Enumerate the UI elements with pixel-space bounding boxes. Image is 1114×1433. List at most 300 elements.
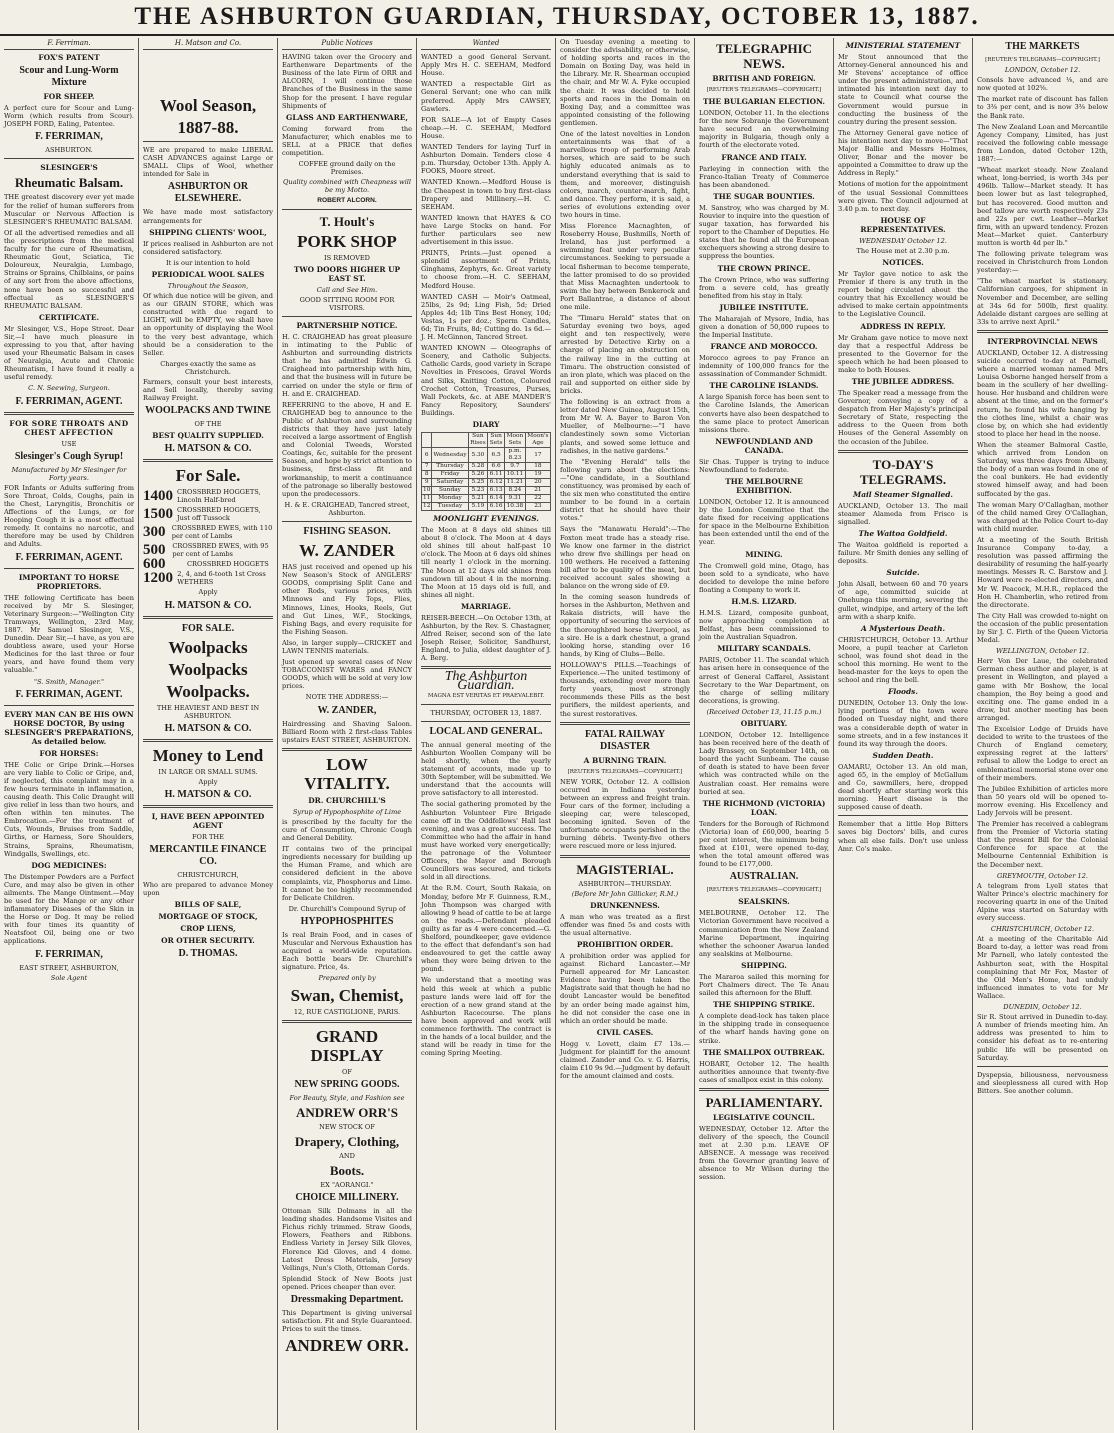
article-text: CHRISTCHURCH, October 13. Arthur Moore, a pupil teacher at Carleton school, was found shot dead in the school this morning. He went to the head-master for the keys to open the school and ring the bell. <box>838 635 968 685</box>
divider <box>143 459 273 462</box>
ad-text: AND <box>339 1151 355 1160</box>
ad-subhead: CERTIFICATE. <box>38 312 100 322</box>
article-text: DUNEDIN, October 13. Only the low-lying portions of the town were flooded on Tuesday night, and there was a considerable depth of water in some streets, and in a few instances it found its way through the doors. <box>838 699 968 748</box>
divider <box>4 412 134 415</box>
article-subhead: THE CAROLINE ISLANDS. <box>709 381 819 391</box>
article-subhead: NEWFOUNDLAND AND CANADA. <box>715 436 813 455</box>
diary-header-cell: Moon Sets <box>505 433 526 448</box>
diary-cell: 5.23 <box>468 487 488 495</box>
ad-text: is prescribed by the faculty for the cure of Consumption, Chronic Cough and General Debility. <box>282 817 412 843</box>
diary-cell: 19 <box>525 471 550 479</box>
divider <box>421 721 551 722</box>
article-text: Remember that a little Hop Bitters saves big Doctors' bills, and cures when all else fails. Don't use unless Amr. Co's make. <box>838 820 968 853</box>
ad-subhead: FOR SHEEP. <box>43 92 95 102</box>
divider <box>699 1088 829 1091</box>
diary-header-cell <box>422 433 432 448</box>
ad-text: FOR Infants or Adults suffering from Sore Throat, Colds, Coughs, pain in the Chest, Laryngitis, Bronchitis or Affections of the Lungs, or for Hooping Cough it is a most effectual remedy. It contains no narcotic, and therefore may be used by Children and Adults. <box>4 483 134 549</box>
article-text: "Wheat market steady. New Zealand wheat, long-berried, is worth 34s per 496lb. Tallow—Market steady. It has been lower but as last telegraphed, but has recovered. Good mutton and beef tallow are worth respectively 23s and 22s per cwt. Leather—Market firm, with an upward tendency. Frozen Meat—Market quiet. Canterbury mutton is worth 4d per lb." <box>977 166 1108 247</box>
ad-text: Of which due notice will be given, and as our GRAIN STORE, which was constructed with due regard to LIGHT, will be EMPTY, we shall have an opportunity of displaying the Wool to the very best advantage, which should be a consideration to the Seller. <box>143 292 273 357</box>
diary-title: DIARY <box>472 420 500 430</box>
article-text: Mr Graham gave notice to move next day that a respectful Address be presented to the Governor for the speech which he had been pleased to make to both Houses. <box>838 333 968 374</box>
ad-subhead: EVERY MAN CAN BE HIS OWN HORSE DOCTOR, By using SLESINGER'S PREPARATIONS, As detailed below. <box>4 709 134 746</box>
agent-name: F. FERRIMAN, AGENT. <box>15 395 123 407</box>
diary-cell: 12 <box>423 503 431 510</box>
diary-cell: 9.31 <box>505 495 526 503</box>
diary-row <box>422 471 551 479</box>
article-text: "The wheat market is stationary. Californian cargoes, for shipment in November and December, are selling at 34s 6d for 500lb, first quality. Adelaide distant cargoes are selling at 33s to arrive next April." <box>977 277 1108 326</box>
article-subhead: THE RICHMOND (VICTORIA) LOAN. <box>702 798 826 817</box>
article-text: A large Spanish force has been sent to the Caroline Islands, the American converts have also been despatched to the same place to protect American missions there. <box>699 393 829 434</box>
diary-cell: 21 <box>525 487 550 495</box>
classified-ad: WANTED a good General Servant. Apply Mrs H. C. SEEHAM, Medford House. <box>421 53 551 78</box>
diary-cell: Saturday <box>432 479 468 487</box>
ad-text: A perfect cure for Scour and Lung-Worm (which results from Scour). JOSEPH FORD, Ealing, Patentee. <box>4 104 134 129</box>
diary-cell: 6.6 <box>488 463 505 471</box>
ad-subhead: IMPORTANT TO HORSE PROPRIETORS. <box>18 572 120 591</box>
article-text: REISER-BEECH.—On October 13th, at Ashburton, by the Rev. S. Chastagner, Alfred Reiser, second son of the late Joseph Reiser, Solicitor, Sandhurst, England, to Julia, eldest daughter of J. A. Berg. <box>421 613 551 663</box>
diary-cell: 5.28 <box>468 463 488 471</box>
ad-text: REFERRING to the above, H and E. CRAIGHEAD beg to announce to the Public of Ashburton and surrounding districts that they have just lately received a large assortment of English and Colonial Tweeds, Worsted Coatings, &c, suitable for the present Season, and hope by strict attention to business, first-class fit and workmanship, to merit a continuance of the patronage so liberally bestowed upon the predecessors. <box>282 400 412 498</box>
ad-text: EX "AORANGI." <box>320 1180 374 1189</box>
sheep-count: 600 <box>143 556 166 573</box>
ad-text: The Distemper Powders are a Perfect Cure, and may also be given in other ailments. The Mange Ointment.—May be used for the Mange or any other inflammatory Diseases of the Skin in the Horse or Dog. It may be relied with four times its quantity of Neatsfoot Oil, being one or two applications. <box>4 872 134 946</box>
firm-name: H. MATSON & CO. <box>164 722 252 734</box>
divider <box>282 521 412 522</box>
diary-cell: 5.25 <box>468 479 488 487</box>
article-subhead: THE SUGAR BOUNTIES. <box>713 191 815 201</box>
signature-text: ROBERT ALCORN. <box>317 196 377 204</box>
section-title: MAGISTERIAL. <box>576 861 674 877</box>
section-title: INTERPROVINCIAL NEWS <box>987 336 1098 346</box>
ad-text: IS REMOVED <box>324 253 370 262</box>
ad-subhead: WOOLPACKS AND TWINE <box>145 405 271 417</box>
column-8 <box>973 38 1112 1430</box>
ad-title: Woolpacks <box>168 637 248 657</box>
ad-text: Throughout the Season, <box>167 281 249 290</box>
article-text: The Waitoa goldfield is reported a failure. Mr Smith denies any selling of deposits. <box>838 540 968 566</box>
divider <box>282 316 412 317</box>
article-text: The following private telegram was received in Christchurch from London yesterday:— <box>977 250 1108 275</box>
article-dateline: CHRISTCHURCH, October 12. <box>990 925 1095 934</box>
ad-subhead: HYPOPHOSPHITES <box>300 915 394 927</box>
sheep-lot <box>143 506 273 522</box>
article-text: AUCKLAND, October 12. A distressing suicide occurred to-day at Parnell, where a married woman named Mrs Louisa Osborne hanged herself from a beam in the scullery of her dwelling-house. Her husband and children were absent at the time, and on the former's return, he found his wife hanging by the clothes line, whilst a chair was close by, on which she had evidently stood to place her head in the noose. <box>977 348 1108 438</box>
section-title: MARRIAGE. <box>461 601 511 611</box>
section-title: PARLIAMENTARY. <box>705 1094 823 1110</box>
ad-text: Coming forward from the Manufacturer, which enables me to SELL at a PRICE that defies competition. <box>282 124 412 158</box>
article-dateline: GREYMOUTH, October 12. <box>996 871 1089 880</box>
ad-subhead: ASHBURTON OR ELSEWHERE. <box>167 181 249 205</box>
ad-title: MERCANTILE FINANCE CO. <box>149 844 267 867</box>
ad-subhead: TWO DOORS HIGHER UP EAST ST. <box>293 264 401 283</box>
classified-ad: WANTED KNOWN — Oleographs of Scenery, and Catholic Subjects. Catholic Cards, good variety in Scrape Novelties in Frescoes, Gravel Words and Silks, Knitting Cotton, Coloured Crochet Cotton, Treasures, Purses, Wall Pockets, &c. at ABE MANDER'S Fancy Repository, Saunders' Buildings. <box>421 344 551 417</box>
ad-subhead: NEW SPRING GOODS. <box>294 1078 400 1090</box>
article-text: The New Zealand Loan and Mercantile Agency Company, Limited, has just received the following cable message from London, dated October 12th, 1887:— <box>977 122 1108 164</box>
article-dateline: WELLINGTON, October 12. <box>996 647 1089 656</box>
diary-cell: 9.7 <box>505 463 526 471</box>
agent-name: F. FERRIMAN, AGENT. <box>15 551 123 563</box>
article-text: One of the latest novelties in London entertainments was that of a marvellous troop of performing Arab horses, which are said to be such highly educated animals as to understand everything that is said to them, and moreover, distinguish colors, march, counter-march, fight, and dance. They perform, it is said, a series of evolutions extending over two hours in time. <box>560 130 690 219</box>
ad-subhead: FOR HORSES: <box>39 748 99 758</box>
firm-name: H. MATSON & CO. <box>164 599 252 611</box>
ad-title: LOW VITALITY. <box>304 754 390 793</box>
ad-text: 12, RUE CASTIGLIONE, PARIS. <box>293 1007 401 1016</box>
sheep-count: 1200 <box>143 570 173 587</box>
diary-cell: 10.38 <box>505 503 526 511</box>
diary-cell: 10.11 <box>505 471 526 479</box>
diary-cell: 22 <box>525 495 550 503</box>
article-subhead: SHIPPING. <box>741 960 787 970</box>
diary-cell: 6.13 <box>489 487 503 494</box>
article-text: Sir Chas. Tupper is trying to induce Newfoundland to federate. <box>699 457 829 474</box>
ad-subhead: PERIODICAL WOOL SALES <box>151 269 265 279</box>
section-subtitle: A BURNING TRAIN. <box>583 755 667 765</box>
divider <box>977 330 1108 333</box>
sheep-description: 2, 4, and 6-tooth 1st Cross WETHERS <box>177 570 266 587</box>
sheep-count: 1500 <box>143 506 173 523</box>
diary-row <box>422 479 551 487</box>
ad-text: Prepared only by <box>318 974 376 983</box>
ad-title: Wool Season, <box>159 96 257 116</box>
ad-text: IT contains two of the principal ingredients necessary for building up the Human Frame, and which are considered deficient in the above complaints, viz, Phosphorus and Lime. It cannot be too highly recommended for Delicate Children. <box>282 845 412 902</box>
diary-cell: 5.19 <box>468 503 488 511</box>
ad-text: Is real Brain Food, and in cases of Muscular and Nervous Exhaustion has acquired a world-wide reputation. Each bottle bears Dr. Churchill's signature. Price, 4s. <box>282 930 412 972</box>
diary-header-cell: Moon's Age <box>527 433 549 447</box>
article-subhead: SEALSKINS. <box>738 897 790 907</box>
ad-title: For Sale. <box>175 466 241 486</box>
ad-subhead: USE <box>61 439 77 448</box>
ad-text: HAVING taken over the Grocery and Earthenware Departments of the Business of the late Firm of ORR and ALCORN, I will continue those Branches of the Business in the same Shop for the present. I have regular Shipments of <box>282 53 412 110</box>
ad-text: Quality combined with Cheapness will be my Motto. <box>282 178 412 195</box>
diary-cell: 11.21 <box>505 479 526 487</box>
article-subhead: THE MELBOURNE EXHIBITION. <box>725 477 803 495</box>
article-text: The Attorney General gave notice of his intention next day to move—"That Major Ballie and Messrs Holmes, Oliver, Bonar and the mover be appointed a Committee to draw up the Address in Reply." <box>838 128 968 178</box>
sheep-lot <box>143 570 273 586</box>
ad-text: COFFEE ground daily on the Premises. <box>298 160 396 177</box>
agent-name: F. FERRIMAN, <box>35 948 103 960</box>
diary-cell: p.m. 8.23 <box>505 448 526 463</box>
diary-cell: 5.21 <box>468 495 488 503</box>
diary-body <box>422 448 551 511</box>
section-title: HOUSE OF REPRESENTATIVES. <box>860 215 946 234</box>
ad-subhead: FISHING SEASON. <box>303 526 391 538</box>
ad-text: Farmers, consult your best interests, and Sell locally, thereby saving Railway Freight. <box>143 377 273 403</box>
section-title: TO-DAY'S TELEGRAMS. <box>859 456 947 487</box>
column-header: Public Notices <box>282 38 412 50</box>
ad-title: Drapery, Clothing, <box>294 1133 400 1149</box>
sheep-description: CROSSBRED HOGGETS, Lincoln Half-bred <box>177 488 261 505</box>
ad-text: THE greatest discovery ever yet made for the relief of human sufferers from Muscular or Nervous Affection is SLESINGER'S RHEUMATIC BALSAM. <box>4 193 134 226</box>
ad-title: PORK SHOP <box>297 231 397 251</box>
classified-ad: WANTED known that HAYES & CO have Large Stocks on hand. For further particulars see new advertisement in this issue. <box>421 213 551 247</box>
ad-title: ANDREW ORR. <box>285 1336 409 1356</box>
article-subhead: NOTICES. <box>882 257 924 267</box>
article-text: At the R.M. Court, South Rakaia, on Monday, before Mr F. Guinness, R.M., John Thompson was charged with allowing 9 head of cattle to be at large on the roads.—Defendant pleaded guilty as far as 4 were concerned.—G. Shelford, poundkeeper, gave evidence to the effect that defendant's son had endeavoured to get the cattle away when they were being driven to the pound. <box>421 884 551 974</box>
section-title: AUSTRALIAN. <box>729 871 799 883</box>
sheep-description: CROSSBRED EWES, with 95 per cent of Lambs <box>172 542 269 559</box>
article-text: Dyspepsia, biliousness, nervousness and sleeplessness all cured with Hop Bitters. See another column. <box>977 1070 1108 1095</box>
ad-text: We have made most satisfactory arrangements for <box>143 208 273 225</box>
diary-header-cell: Sun Sets <box>488 433 505 448</box>
ad-subhead: Manufactured by Mr Slesinger for Forty years. <box>11 465 127 482</box>
diary-cell: 5.26 <box>468 471 488 479</box>
diary-cell: Wednesday <box>432 448 468 463</box>
column-grid <box>0 38 1114 1430</box>
divider <box>282 1020 412 1023</box>
classified-ad: WANTED CASH — Moir's Oatmeal, 25lbs, 2s 9d; Ling Fish, 5d; Dried Apples 4d; 1lb Tins Best Honey, 10d; Vestas, 1s per doz.; Sperm Candles, 6d; Tin Fruits, 8d; Cutting do. 1s 6d.—J. H. McGinnon, Tancred Street. <box>421 292 551 342</box>
article-subhead: THE SHIPPING STRIKE. <box>713 1000 815 1010</box>
diary-cell: 9 <box>422 479 432 487</box>
article-text: LONDON, October 12. Intelligence has been received here of the death of Lady Brassey, on September 14th, on board the yacht Sunbeam. The cause of death is stated to have been fever which was contracted while on the Australian coast. Her remains were buried at sea. <box>699 730 829 796</box>
column-header: F. Ferriman. <box>4 38 134 50</box>
article-text: The Jubilee Exhibition of articles more than 50 years old will be opened to-morrow evening. His Excellency and Lady Jervois will be present. <box>977 784 1108 817</box>
article-text: Mr Taylor gave notice to ask the Premier if there is any truth in the report being circulated about the country that his Excellency would be advised to make certain appointments to the Legislative Council. <box>838 269 968 319</box>
diary-row <box>422 503 551 511</box>
article-text: HOLLOWAY'S PILLS.—Teachings of Experience.—The united testimony of thousands, extending over more than forty years, most strongly recommends these Pills as the best purifiers, the mildest aperients, and the surest restoratives. <box>560 660 690 718</box>
column-header: Wanted <box>421 38 551 50</box>
ad-text: OF <box>342 1067 352 1076</box>
section-subtitle: ASHBURTON—THURSDAY. <box>578 879 672 888</box>
article-text: PARIS, October 11. The scandal which has arisen here in consequence of the arrest of General Caffarel, Assistant Secretary to the War Department, on the charge of selling military decorations, is growing. <box>699 656 829 705</box>
article-text: M. Sanstroy, who was charged by M. Rouvier to inquire into the question of sugar taxation, has forwarded his report to the Chamber of Deputies. He states that he found all the European exchequers showing a strong desire to suppress the bounties. <box>699 203 829 261</box>
ad-text: Splendid Stock of New Boots just opened. Prices cheaper than ever. <box>282 1274 412 1291</box>
article-text: Herr Von Der Laue, the celebrated German chess author and player, is at present in Wellington, and played a game with Mr Boshow, the local champion, the Boy being a good and exciting one. The game ended in a draw, but another meeting has been arranged. <box>977 657 1108 722</box>
article-text: The Speaker read a message from the Governor, conveying a copy of a despatch from Her Majesty's principal Secretary of State, respecting the address to the Queen from both Houses of the General Assembly on the occasion of the Jubilee. <box>838 389 968 446</box>
ad-text: THE Colic or Gripe Drink.—Horses are very liable to Colic or Gripe, and, if neglected, this complaint may in a few hours terminate in inflammation, causing death. This Colic Draught will give relief in less than two hours, and often within ten minutes. The Embrocation.—For the treatment of Cuts, Wounds, Bruises from Saddle, Girths, or Harness, Sore Shoulders, Strains, Sprains, Rheumatism, Windgalls, Swellings, etc. <box>4 760 134 858</box>
divider <box>143 805 273 808</box>
article-text: Says the "Manawatu Herald":—The Foxton meat trade has a steady rise. We know one farmer in the district who drew five shillings per head on 100 wethers. He received a fattening bill after to be quality of the meat, but received account sales showing a balance on the wrong side of £9. <box>560 525 690 591</box>
article-text: Mr Stout announced that the Attorney-General announced his and Mr Stevens' acceptance of office under the present administration, and intimated his intention next day to state to Council what course the Government would pursue in conducting the business of the country during the present session. <box>838 53 968 126</box>
sheep-lot <box>143 524 273 540</box>
article-subhead: ADDRESS IN REPLY. <box>860 321 946 331</box>
section-subtitle: (Before Mr John Gillicker, R.M.) <box>571 889 679 898</box>
motto: MAGNA EST VERITAS ET PRAEVALEBIT. <box>427 692 545 699</box>
ad-text: Also, in larger supply—CRICKET and LAWN TENNIS materials. <box>282 638 412 655</box>
diary-cell: Tuesday <box>432 503 468 511</box>
ad-text: NEW STOCK OF <box>319 1122 375 1131</box>
wire-credit: [REUTER'S TELEGRAMS—COPYRIGHT.] <box>706 87 822 93</box>
diary-cell: Friday <box>432 471 468 479</box>
classified-ad: WANTED Known.—Medford House is the Cheapest in town to buy first-class Drapery and Millinery.—H. C. SEEHAM. <box>421 178 551 211</box>
article-subhead: Sudden Death. <box>872 750 934 760</box>
ad-title: Swan, Chemist, <box>290 985 404 1005</box>
divider <box>143 141 273 142</box>
diary-cell: 20 <box>525 479 550 487</box>
sheep-count: 1400 <box>143 488 173 505</box>
ad-title: Boots. <box>329 1162 365 1178</box>
article-text: The market rate of discount has fallen to 3⅜ per cent, and is now 3⅜ below the Bank rate. <box>977 95 1108 120</box>
ad-text: THE HEAVIEST AND BEST IN ASHBURTON. <box>156 703 260 720</box>
divider <box>4 568 134 569</box>
divider <box>560 855 690 858</box>
ad-text: Just opened up several cases of New TOBACCONIST WARES and FANCY GOODS, which will be sold at very low prices. <box>282 658 412 691</box>
agent-name: F. FERRIMAN, AGENT. <box>15 688 123 700</box>
ad-text: If prices realised in Ashburton are not considered satisfactory. <box>143 239 273 256</box>
ad-title: Slesinger's Cough Syrup! <box>14 450 124 462</box>
diary-cell: 6.16 <box>489 503 503 510</box>
sheep-description: CROSSBRED HOGGETS <box>187 560 269 569</box>
article-text: A prohibition order was applied for against Richard Lancaster.—Mr Purnell appeared for Mr Lancaster. Evidence having been taken the Magistrate said that though he had no doubt Lancaster would be benefited by an order being made against him, he did not consider the case one in which an order should be made. <box>560 952 690 1025</box>
article-subhead: MINING. <box>745 549 783 559</box>
ad-text: HAS just received and opened up his New Season's Stock of ANGLERS' GOODS, comprising Split Cane and other Rods, various prices, with Minnows and Fly Tops, Flies, Minnows, Lines, Hooks, Reels, Gut and Gut Lines, W.F., Stockings, Fishing Bags, and every requisite for the Fishing Season. <box>282 563 412 636</box>
section-title: THE MARKETS <box>1005 41 1080 52</box>
article-text: Hogg v. Lovett, claim £7 13s.—Judgment for plaintiff for the amount claimed. Zander and Co. v. G. Harris, claim £10 9s 9d.—Judgment by default for the amount claimed and costs. <box>560 1039 690 1081</box>
ad-title: Money to Lend <box>152 745 264 765</box>
article-text: The Excelsior Lodge of Druids have decided to write to the trustees of the Church of England cemetery, expressing regret at the latters' refusal to allow the Lodge to erect an emblematical memorial stone over one of their members. <box>977 725 1108 782</box>
article-subhead: Floods. <box>888 687 918 697</box>
article-dateline: DUNEDIN, October 12. <box>1003 1003 1082 1012</box>
column-7 <box>834 38 973 1430</box>
article-subhead: MINISTERIAL STATEMENT <box>845 41 961 50</box>
sheep-lot <box>143 488 273 504</box>
diary-cell: 6.11 <box>489 471 503 478</box>
article-subhead: THE BULGARIAN ELECTION. <box>703 97 825 107</box>
newspaper-nameplate: The Ashburton Guardian. <box>444 669 528 693</box>
wire-credit: [REUTER'S TELEGRAMS—COPYRIGHT.] <box>567 768 683 775</box>
ad-text: Apply <box>198 588 218 597</box>
article-text: The woman Mary O'Callaghan, mother of the child named Grey O'Callaghan, was charged at the Police Court to-day with child murder. <box>977 500 1108 533</box>
diary-cell: 6.5 <box>488 448 505 463</box>
diary-cell: Monday <box>432 495 468 503</box>
article-subhead: THE CROWN PRINCE. <box>717 263 811 273</box>
classified-ad: WANTED Tenders for laying Turf in Ashburton Domain. Tenders close 4 p.m. Thursday, October 13th. Apply A. FOOKS, Moore street. <box>421 143 551 176</box>
ad-text: THE following Certificate has been received by Mr S. Slesinger, Veterinary Surgeon:—"Wellington City Tramways, Wellington, 23rd May, 1887. Mr Samuel Slesinger, V.S., Dunedin. Dear Sir,—I have, as you are doubtless aware, used your Horse Medicines for the last three or four years, and have found them very valuable." <box>4 593 134 675</box>
column-header: H. Matson and Co. <box>143 38 273 50</box>
dateline: THURSDAY, OCTOBER 13, 1887. <box>430 708 542 717</box>
ad-subhead: SLESINGER'S <box>40 163 98 173</box>
ad-title: 1887-88. <box>177 118 239 138</box>
wire-credit: [REUTER'S TELEGRAMS—COPYRIGHT.] <box>985 57 1100 63</box>
article-text: H.M.S. Lizard, composite gunboat, now approaching completion at Belfast, has been commissioned to join the Australian Squadron. <box>699 608 829 642</box>
article-subhead: PROHIBITION ORDER. <box>576 940 674 949</box>
article-text: In the coming season hundreds of horses in the Ashburton, Methven and Rakaia districts, will have the opportunity of securing the services of the thoroughbred horse Liverpool, as a sire. He is a dark chestnut, a grand looking horse, standing over 16 hands, by King of Clubs—Belle. <box>560 593 690 658</box>
ad-text: H. C. CRAIGHEAD has great pleasure in intimating to the Public of Ashburton and surrounding districts that he has admitted Edwin G. Craighead into partnership with him, and that the business will in future be carried on under the style or firm of H. and E. CRAIGHEAD. <box>282 332 412 398</box>
article-subhead: Suicide. <box>886 568 920 578</box>
diary-cell: 10 <box>423 487 431 494</box>
masthead <box>0 0 1114 36</box>
diary-row <box>422 463 551 471</box>
ad-text: Ottoman Silk Dolmans in all the leading shades. Handsome Visites and Fichus richly trimmed. Straw Goods, Flowers, Feathers and Ribbons. Endless Variety in Jersey Silk Gloves, Florence Kid Gloves, and 4 dome. Latest Dress Materials, Jersey Vellings, Nun's Cloth, Ottoman Cords. <box>282 1207 412 1272</box>
article-subhead: CIVIL CASES. <box>596 1027 654 1037</box>
ad-text: OF THE <box>194 420 222 429</box>
diary-cell: 8 <box>422 471 432 479</box>
ad-subhead: PARTNERSHIP NOTICE. <box>296 320 398 330</box>
ad-text: NOTE THE ADDRESS:— <box>305 693 389 702</box>
ad-text: GOOD SITTING ROOM FOR VISITORS. <box>299 295 395 312</box>
article-text: OAMARU, October 13. An old man, aged 65, in the employ of McGallum and Co, sawmillers, here, dropped dead shortly after starting work this morning. Heart disease is the supposed cause of death. <box>838 762 968 812</box>
diary-header-cell <box>432 433 468 448</box>
firm-name: H. MATSON & CO. <box>164 443 252 455</box>
ad-subhead: I, HAVE BEEN APPOINTED AGENT <box>151 811 265 830</box>
divider <box>977 1066 1108 1067</box>
divider <box>560 722 690 725</box>
masthead-title: THE ASHBURTON GUARDIAN, THURSDAY, OCTOBER 13, 1887. <box>134 3 980 30</box>
ad-subhead: DOG MEDICINES: <box>31 860 107 870</box>
article-text: Tenders for the Borough of Richmond (Victoria) loan of £60,000, bearing 5 per cent interest, the minimum being fixed at £101, were opened to-day, when the total amount offered was found to be £177,000. <box>699 819 829 869</box>
article-text: The Mararoa sailed this morning for Port Chalmers direct. The Te Anau sailed this afternoon for the Bluff. <box>699 972 829 998</box>
article-text: The Moon at 8 days old shines till about 8 o'clock. The Moon at 4 days old shines till about half-past 10 o'clock. The Moon at 6 days old shines till nearly 1 o'clock in the morning. The Moon at 12 days old shines from sundown till about 4 in the morning. The Moon at 15 days old is full, and shines all night. <box>421 526 551 599</box>
column-5 <box>556 38 695 1430</box>
article-text: LONDON, October 11. In the elections for the new Sobranje the Government have secured an overwhelming majority in Bulgaria, though only a fourth of the electorate voted. <box>699 109 829 150</box>
firm-name: H. MATSON & CO. <box>164 788 252 800</box>
article-subhead: OBITUARY. <box>740 718 788 728</box>
article-text: On Tuesday evening a meeting to consider the advisability, or otherwise, of holding sports and races in the Domain on Boxing Day, was held in the Library. Mr. R. Shearman occupied the chair, and Mr W. A. Fyke occupied the chair. It was decided to hold sports and races in the Domain on Boxing Day, and a committee was appointed consisting of the following gentlemen. <box>560 38 690 127</box>
article-dateline: WEDNESDAY October 12. <box>859 236 947 245</box>
column-3 <box>278 38 417 1430</box>
divider <box>4 705 134 706</box>
ad-text: Charges exactly the same as Christchurch. <box>160 359 256 376</box>
ad-title: GRAND DISPLAY <box>310 1026 384 1065</box>
ad-subhead: BEST QUALITY SUPPLIED. <box>152 431 264 441</box>
section-title: MOONLIGHT EVENINGS. <box>433 514 539 524</box>
article-text: AUCKLAND, October 13. The mail steamer Alameda from Frisco is signalled. <box>838 501 968 526</box>
signature-text: "S. Smith, Manager." <box>33 677 104 686</box>
article-text: The following is an extract from a letter dated New Guinea, August 15th, from Mr W. A. Bayer to Baron Von Mueller, of Melbourne:—"I have clandestinely sown some Victorian plants, and sowed some lettuce and radishes, in the native gardens." <box>560 398 690 455</box>
sheep-count: 500 <box>143 542 166 559</box>
diary-header-cell: Sun Rises <box>470 433 486 447</box>
classified-ad: FOR SALE—A lot of Empty Cases cheap.—H. C. SEEHAM, Medford House. <box>421 115 551 140</box>
diary-cell: 17 <box>525 448 550 463</box>
article-dateline: LONDON, October 12. <box>1004 66 1081 75</box>
article-text: HOBART, October 12. The health authorities announce that twenty-five cases of smallpox exist in this colony. <box>699 1059 829 1084</box>
article-subhead: H.M.S. LIZARD. <box>731 596 797 606</box>
sheep-count: 300 <box>143 524 166 541</box>
divider <box>421 704 551 705</box>
article-text: We understand that a meeting was held this week at which a public pasture lands were laid off for the erection of a new grand stand at the Ashburton Racecourse. The plans have been approved and work will commence forthwith. The contract is in the hands of a local builder, and the stand will be ready in time for the coming Spring Meeting. <box>421 976 551 1058</box>
sheep-list <box>143 488 273 586</box>
article-text: Parleying in connection with the Franco-Italian Treaty of Commerce has been abandoned. <box>699 164 829 189</box>
article-text: At a meeting of the South British Insurance Company to-day, a resolution was passed affirming the desirability of resuming the half-yearly meetings. Messrs R. C. Barstow and J. Howard were re-elected directors, and Mr W. Peacock, M.H.R., replaced the Hon H. Chamberlin, who retired from the directorate. <box>977 535 1108 609</box>
article-text: The social gathering promoted by the Ashburton Volunteer Fire Brigade came off in the Oddfellows' Hall last evening, and was a great success. The Committee who had the affair in hand must have worked very energetically; the patronage of the Volunteer Officers, the Mayor and Borough Councillors was secured, and tickets sold in all directions. <box>421 800 551 882</box>
diary-row <box>422 448 551 463</box>
article-subhead: A Mysterious Death. <box>860 623 946 633</box>
article-text: Miss Florence Macnaghten, of Roseberry House, Bushmills, North of Ireland, has just performed a swimming feat under very peculiar circumstances. Seeking to persuade a local fisherman to become temperate, the latter promised to do so provided that Miss Macnaghten undertook to swim the bay between Benkerock and Port Ballantrae, a distance of about one mile. <box>560 222 690 311</box>
diary-cell: 5.30 <box>468 448 488 463</box>
article-text: When the steamer Balmoral Castle, which arrived from London on Saturday, was three days from Albany, the body of a man was found in one of the coal bunkers. He had evidently stowed himself away, and had been suffocated by the gas. <box>977 440 1108 498</box>
section-title: FATAL RAILWAY DISASTER <box>584 728 666 752</box>
ad-text: WE are prepared to make LIBERAL CASH ADVANCES against Large or SMALL Clips of Wool, whether intended for Sale in <box>143 146 273 179</box>
article-text: LONDON, October 12. It is announced by the London Committee that the date fixed for receiving applications for space in the Melbourne Exhibition has been extended until the end of the year. <box>699 498 829 547</box>
section-subtitle: LEGISLATIVE COUNCIL. <box>713 1112 815 1122</box>
ad-text: FOR THE <box>191 832 224 841</box>
article-text: A man who was treated as a first offender was fined 5s and costs with the usual alternative. <box>560 912 690 937</box>
sheep-description: CROSSBRED EWES, with 110 per cent of Lambs <box>171 524 273 541</box>
article-text: Consols have advanced ⅛, and are now quoted at 102⅝. <box>977 76 1108 93</box>
article-subhead: FRANCE AND MOROCCO. <box>710 342 818 352</box>
ad-text: Call and See Him. <box>316 285 378 294</box>
diary-row <box>422 487 551 495</box>
diary-cell: 18 <box>525 463 550 471</box>
ad-subhead: DR. CHURCHILL'S <box>308 795 386 805</box>
article-subhead: FRANCE AND ITALY. <box>721 152 807 162</box>
section-title: TELEGRAPHIC NEWS. <box>715 41 813 71</box>
divider <box>838 815 968 816</box>
agent-address: EAST STREET, ASHBURTON, <box>19 963 119 972</box>
ad-text: Mr Slesinger, V.S., Hope Street. Dear Sir,—I have much pleasure in expressing to you that, after having used your Rheumatic Balsam in cases of Neuralgia, Acute and Chronic Rheumatism, I have found it really a useful remedy. <box>4 324 134 382</box>
column-6 <box>695 38 834 1430</box>
agent-town: ASHBURTON. <box>45 146 93 155</box>
ad-subhead: CROP LIENS, <box>180 924 236 934</box>
ad-title: Scour and Lung-Worm Mixture <box>19 65 119 89</box>
article-text: The Maharajah of Mysore, India, has given a donation of 50,000 rupees to the Imperial Institute. <box>699 314 829 339</box>
ad-subhead: FOR SALE. <box>181 622 235 634</box>
article-text: The "Evening Herald" tells the following yarn about the elections:—"One candidate, in a Southland constituency, was promised by each of the six men who constituted the entire number to be found in a certain district that he should have their votes." <box>560 457 690 523</box>
classified-ad: PRINTS, Prints.—Just opened a splendid assortment of Prints, Ginghams, Zephyrs, &c. Great variety to choose from.—H. C. SEEHAM, Medford House. <box>421 249 551 290</box>
ad-subhead: Dressmaking Department. <box>290 1294 404 1305</box>
article-text: The City Hall was crowded to-night on the occasion of the public presentation by Sir J. C. Firth of the Queen Victoria Medal. <box>977 611 1108 645</box>
article-subhead: The Waitoa Goldfield. <box>858 528 948 538</box>
divider <box>143 616 273 619</box>
